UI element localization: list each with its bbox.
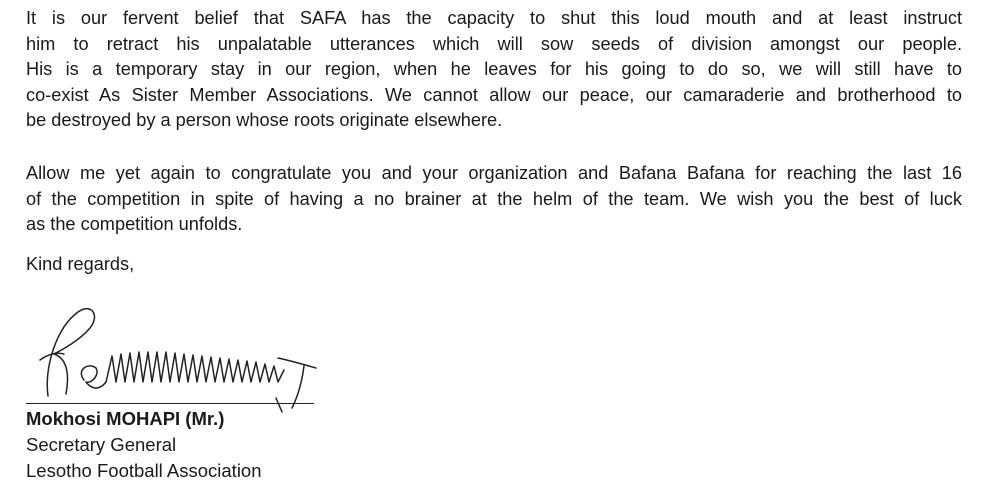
paragraph-1: [26, 6, 962, 134]
signatory-organization: Lesotho Football Association: [26, 460, 262, 481]
paragraph-line: as the competition unfolds.: [26, 214, 243, 235]
handwritten-signature: [26, 298, 326, 418]
signature-line: [26, 403, 314, 404]
signatory-title: Secretary General: [26, 434, 177, 455]
paragraph-line: It is our fervent belief that SAFA has the capacity to shut this loud mouth and at least instruct: [26, 8, 962, 28]
paragraph-line: co-exist As Sister Member Associations. We cannot allow our peace, our camaraderie and brotherhood to: [26, 84, 962, 105]
closing-salutation: Kind regards,: [26, 254, 135, 274]
paragraph-line: Allow me yet again to congratulate you and your organization and Bafana Bafana for reaching the last 16: [26, 163, 962, 183]
paragraph-line: His is a temporary stay in our region, when he leaves for his going to do so, we will still have to: [26, 59, 962, 80]
signatory-name: Mokhosi MOHAPI (Mr.): [26, 408, 225, 429]
paragraph-line: of the competition in spite of having a no brainer at the helm of the team. We wish you the best of luck: [26, 188, 962, 209]
paragraph-2: [26, 161, 962, 238]
paragraph-line: be destroyed by a person whose roots originate elsewhere.: [26, 110, 503, 131]
paragraph-line: him to retract his unpalatable utterances which will sow seeds of division amongst our people.: [26, 33, 962, 54]
